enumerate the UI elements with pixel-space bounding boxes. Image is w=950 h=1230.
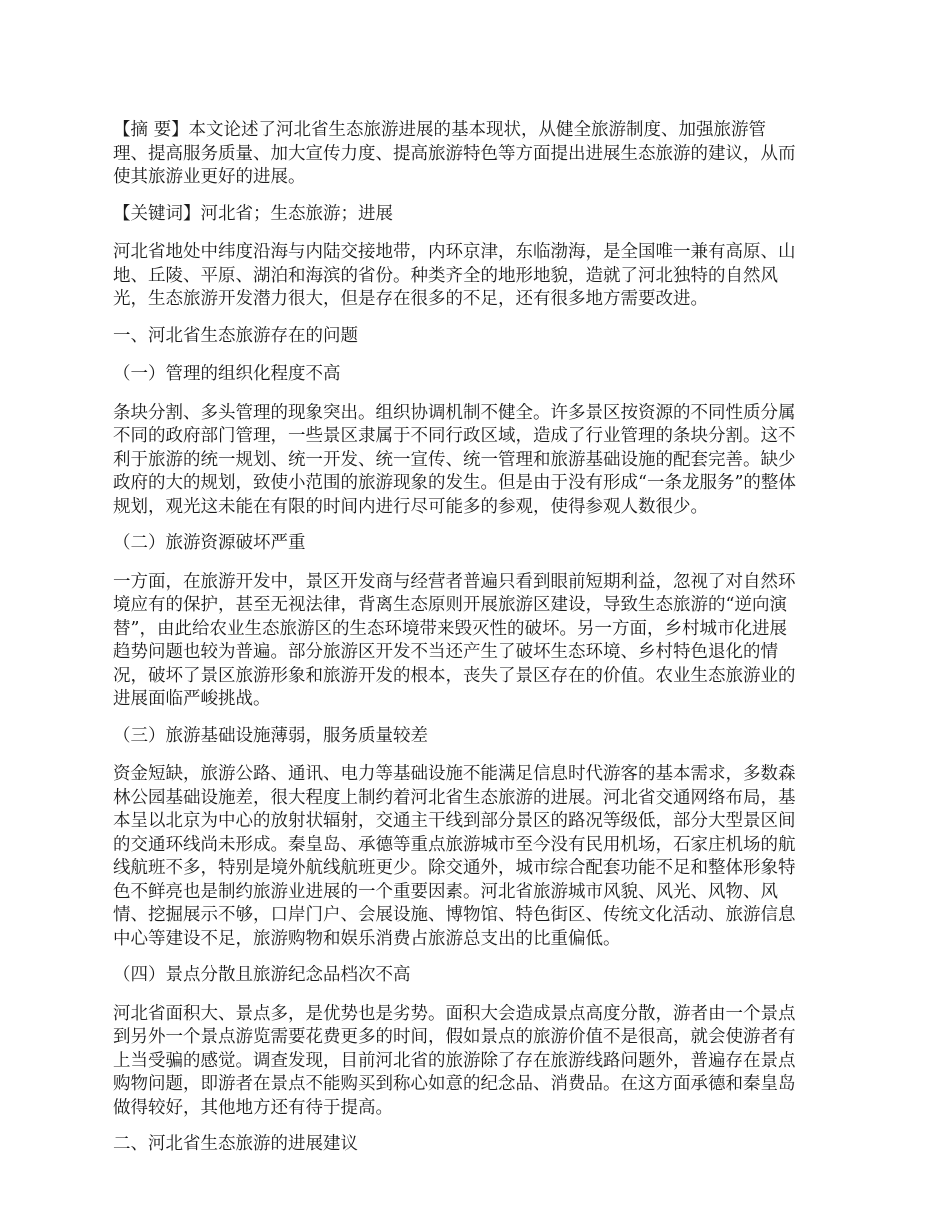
subsection-heading-4: （四）景点分散且旅游纪念品档次不高	[113, 965, 411, 985]
text-line: 【摘 要】本文论述了河北省生态旅游进展的基本现状，从健全旅游制度、加强旅游管	[113, 120, 767, 140]
section-heading-1: 一、河北省生态旅游存在的问题	[113, 325, 358, 346]
text-line: 购物问题，即游者在景点不能购买到称心如意的纪念品、消费品。在这方面承德和秦皇岛	[113, 1074, 796, 1094]
subsection-2-paragraph	[113, 571, 838, 712]
text-line: 河北省面积大、景点多，是优势也是劣势。面积大会造成景点高度分散，游者由一个景点	[113, 1003, 796, 1024]
text-line: 政府的大的规划，致使小范围的旅游现象的发生。但是由于没有形成“一条龙服务”的整体	[113, 473, 796, 493]
text-line: 上当受骗的感觉。调查发现，目前河北省的旅游除了存在旅游线路问题外，普遍存在景点	[113, 1050, 796, 1071]
text-line: 不同的政府部门管理，一些景区隶属于不同行政区域，造成了行业管理的条块分割。这不	[113, 426, 796, 446]
text-line: 条块分割、多头管理的现象突出。组织协调机制不健全。许多景区按资源的不同性质分属	[113, 402, 796, 423]
text-line: 的交通环线尚未形成。秦皇岛、承德等重点旅游城市至今没有民用机场，石家庄机场的航	[113, 834, 796, 855]
keywords-line: 【关键词】河北省；生态旅游；进展	[113, 203, 393, 224]
text-line: 利于旅游的统一规划、统一开发、统一宣传、统一管理和旅游基础设施的配套完善。缺少	[113, 449, 796, 470]
text-line: 情、挖掘展示不够，口岸门户、会展设施、博物馆、特色街区、传统文化活动、旅游信息	[113, 905, 796, 925]
text-line: 光，生态旅游开发潜力很大，但是存在很多的不足，还有很多地方需要改进。	[113, 289, 708, 309]
text-line: 资金短缺，旅游公路、通讯、电力等基础设施不能满足信息时代游客的基本需求，多数森	[113, 764, 796, 784]
text-line: 中心等建设不足，旅游购物和娱乐消费占旅游总支出的比重偏低。	[113, 928, 621, 949]
text-line: 境应有的保护，甚至无视法律，背离生态原则开展旅游区建设，导致生态旅游的“逆向演	[113, 595, 787, 615]
text-line: 线航班不多，特别是境外航线航班更少。除交通外，城市综合配套功能不足和整体形象特	[113, 858, 796, 878]
text-line: 地、丘陵、平原、湖泊和海滨的省份。种类齐全的地形地貌，造就了河北独特的自然风	[113, 265, 778, 286]
subsection-3-paragraph	[113, 763, 838, 951]
text-line: 本呈以北京为中心的放射状辐射，交通主干线到部分景区的路况等级低，部分大型景区间	[113, 811, 796, 831]
text-line: 进展面临严峻挑战。	[113, 689, 271, 709]
text-line: 做得较好，其他地方还有待于提高。	[113, 1097, 393, 1118]
text-line: 色不鲜亮也是制约旅游业进展的一个重要因素。河北省旅游城市风貌、风光、风物、风	[113, 881, 778, 902]
text-line: 替”，由此给农业生态旅游区的生态环境带来毁灭性的破坏。另一方面，乡村城市化进展	[113, 618, 787, 639]
text-line: 况，破坏了景区旅游形象和旅游开发的根本，丧失了景区存在的价值。农业生态旅游业的	[113, 665, 796, 686]
text-line: 趋势问题也较为普遍。部分旅游区开发不当还产生了破坏生态环境、乡村特色退化的情	[113, 642, 778, 662]
text-line: 林公园基础设施差，很大程度上制约着河北省生态旅游的进展。河北省交通网络布局，基	[113, 787, 796, 808]
text-line: 规划，观光这未能在有限的时间内进行尽可能多的参观，使得参观人数很少。	[113, 496, 708, 517]
text-line: 理、提高服务质量、加大宣传力度、提高旅游特色等方面提出进展生态旅游的建议，从而	[113, 143, 796, 164]
subsection-heading-2: （二）旅游资源破坏严重	[113, 533, 306, 553]
text-line: 到另外一个景点游览需要花费更多的时间，假如景点的旅游价值不是很高，就会使游者有	[113, 1027, 796, 1047]
abstract-paragraph	[113, 119, 838, 190]
subsection-4-paragraph	[113, 1003, 838, 1121]
text-line: 一方面，在旅游开发中，景区开发商与经营者普遍只看到眼前短期利益，忽视了对自然环	[113, 571, 796, 592]
intro-paragraph	[113, 241, 838, 312]
subsection-heading-1: （一）管理的组织化程度不高	[113, 364, 341, 384]
subsection-1-paragraph	[113, 402, 838, 520]
subsection-heading-3: （三）旅游基础设施薄弱，服务质量较差	[113, 725, 428, 746]
section-heading-2: 二、河北省生态旅游的进展建议	[113, 1134, 358, 1154]
text-line: 河北省地处中纬度沿海与内陆交接地带，内环京津，东临渤海，是全国唯一兼有高原、山	[113, 242, 796, 262]
text-line: 使其旅游业更好的进展。	[113, 167, 306, 187]
